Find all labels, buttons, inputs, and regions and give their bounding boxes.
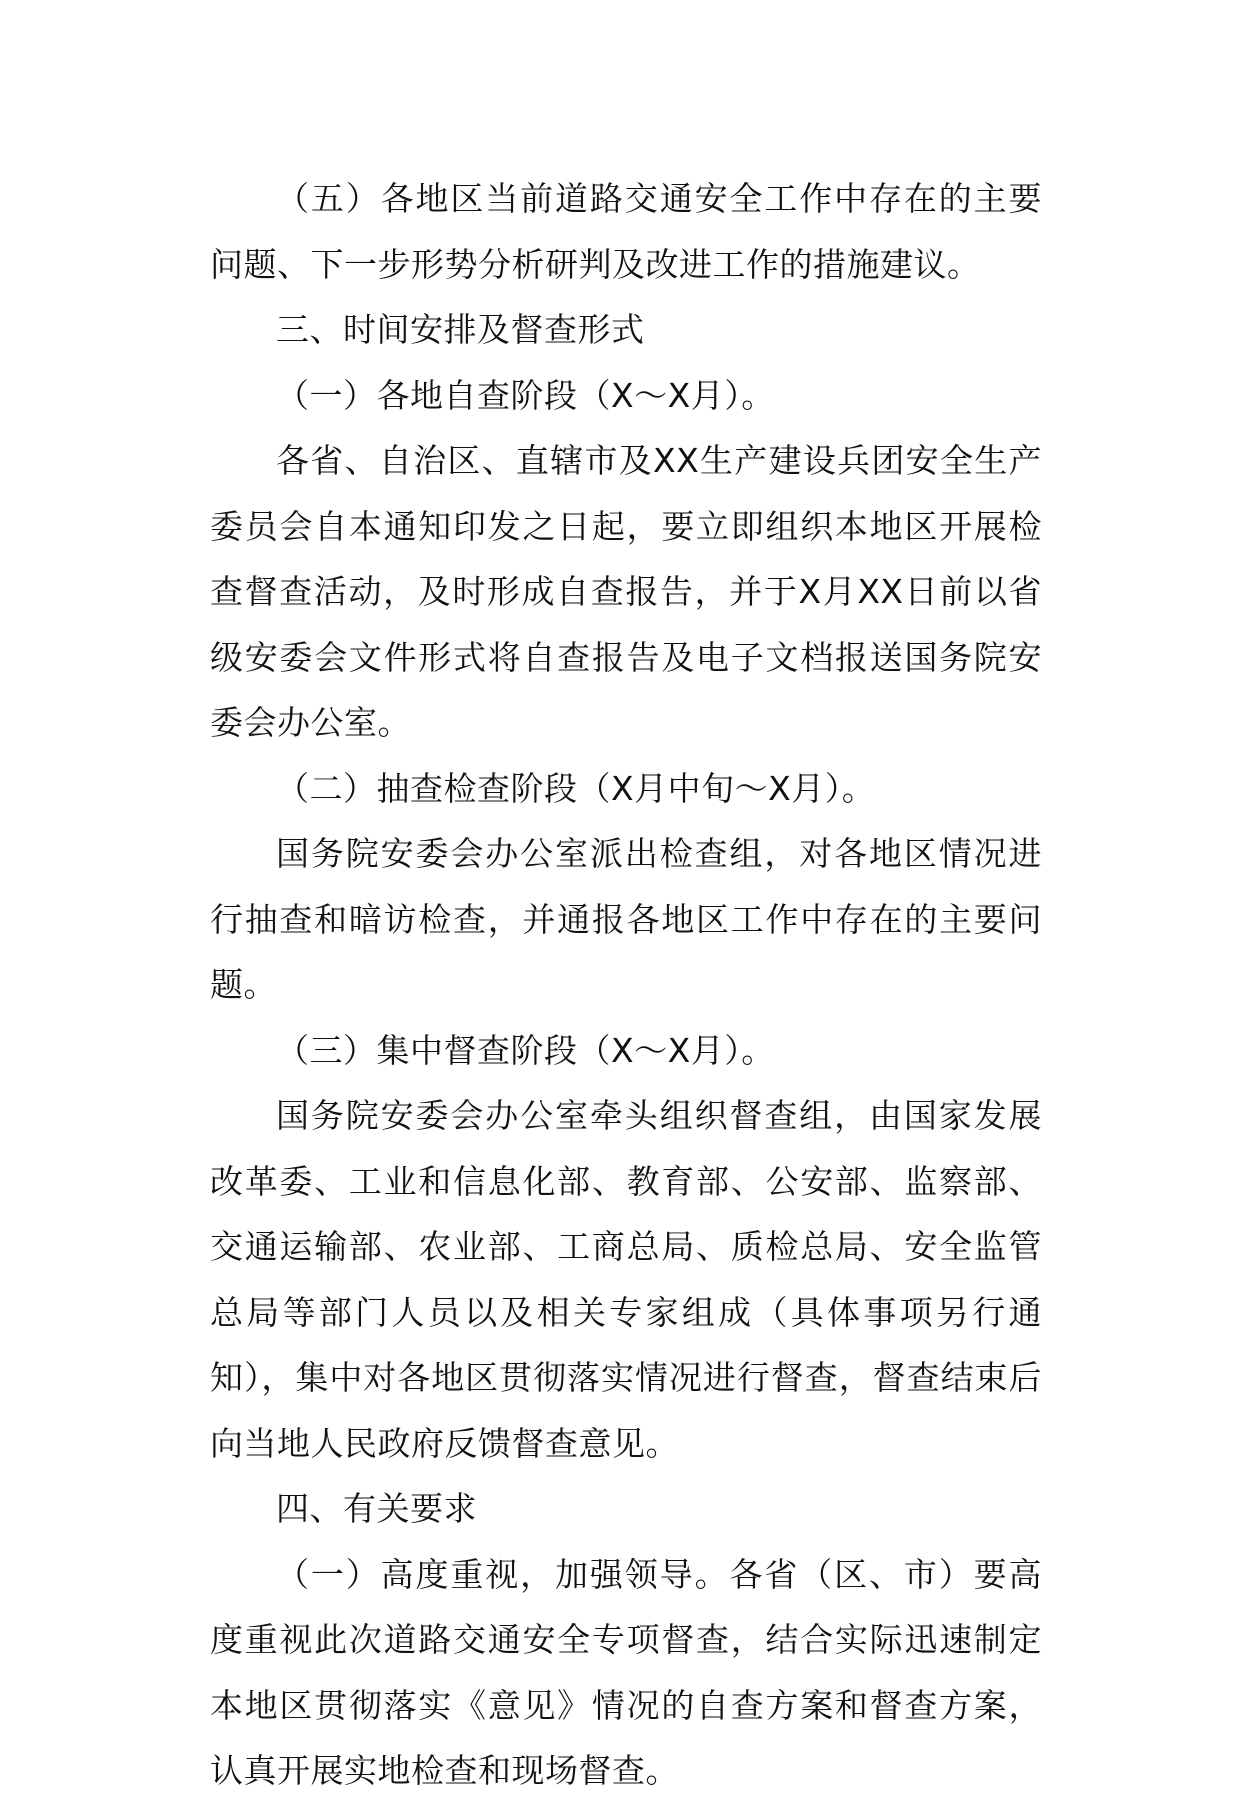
paragraph-self-check: 各省、自治区、直辖市及XX生产建设兵团安全生产委员会自本通知印发之日起，要立即组织本地区开展检查督查活动，及时形成自查报告，并于X月XX日前以省级安委会文件形式将自查报告及电子文档报送国务院安委会办公室。 bbox=[210, 441, 1042, 742]
section-heading-requirements: 四、有关要求 bbox=[276, 1489, 477, 1528]
subheading-self-check-stage: （一）各地自查阶段（X～X月）。 bbox=[276, 375, 775, 415]
subheading-focused-supervision-stage: （三）集中督查阶段（X～X月）。 bbox=[276, 1030, 775, 1070]
paragraph-spot-check: 国务院安委会办公室派出检查组，对各地区情况进行抽查和暗访检查，并通报各地区工作中存在的主要问题。 bbox=[210, 834, 1042, 1004]
section-heading-schedule: 三、时间安排及督查形式 bbox=[276, 310, 645, 349]
subheading-spot-check-stage: （二）抽查检查阶段（X月中旬～X月）。 bbox=[276, 768, 876, 808]
paragraph-item-5-issues: （五）各地区当前道路交通安全工作中存在的主要问题、下一步形势分析研判及改进工作的措施建议。 bbox=[210, 179, 1042, 284]
paragraph-focused-supervision: 国务院安委会办公室牵头组织督查组，由国家发展改革委、工业和信息化部、教育部、公安部、监察部、交通运输部、农业部、工商总局、质检总局、安全监管总局等部门人员以及相关专家组成（具体事项另行通知），集中对各地区贯彻落实情况进行督查，督查结束后向当地人民政府反馈督查意见。 bbox=[210, 1096, 1042, 1463]
paragraph-requirement-1: （一）高度重视，加强领导。各省（区、市）要高度重视此次道路交通安全专项督查，结合实际迅速制定本地区贯彻落实《意见》情况的自查方案和督查方案，认真开展实地检查和现场督查。 bbox=[210, 1554, 1042, 1790]
document-body bbox=[210, 166, 1042, 1804]
